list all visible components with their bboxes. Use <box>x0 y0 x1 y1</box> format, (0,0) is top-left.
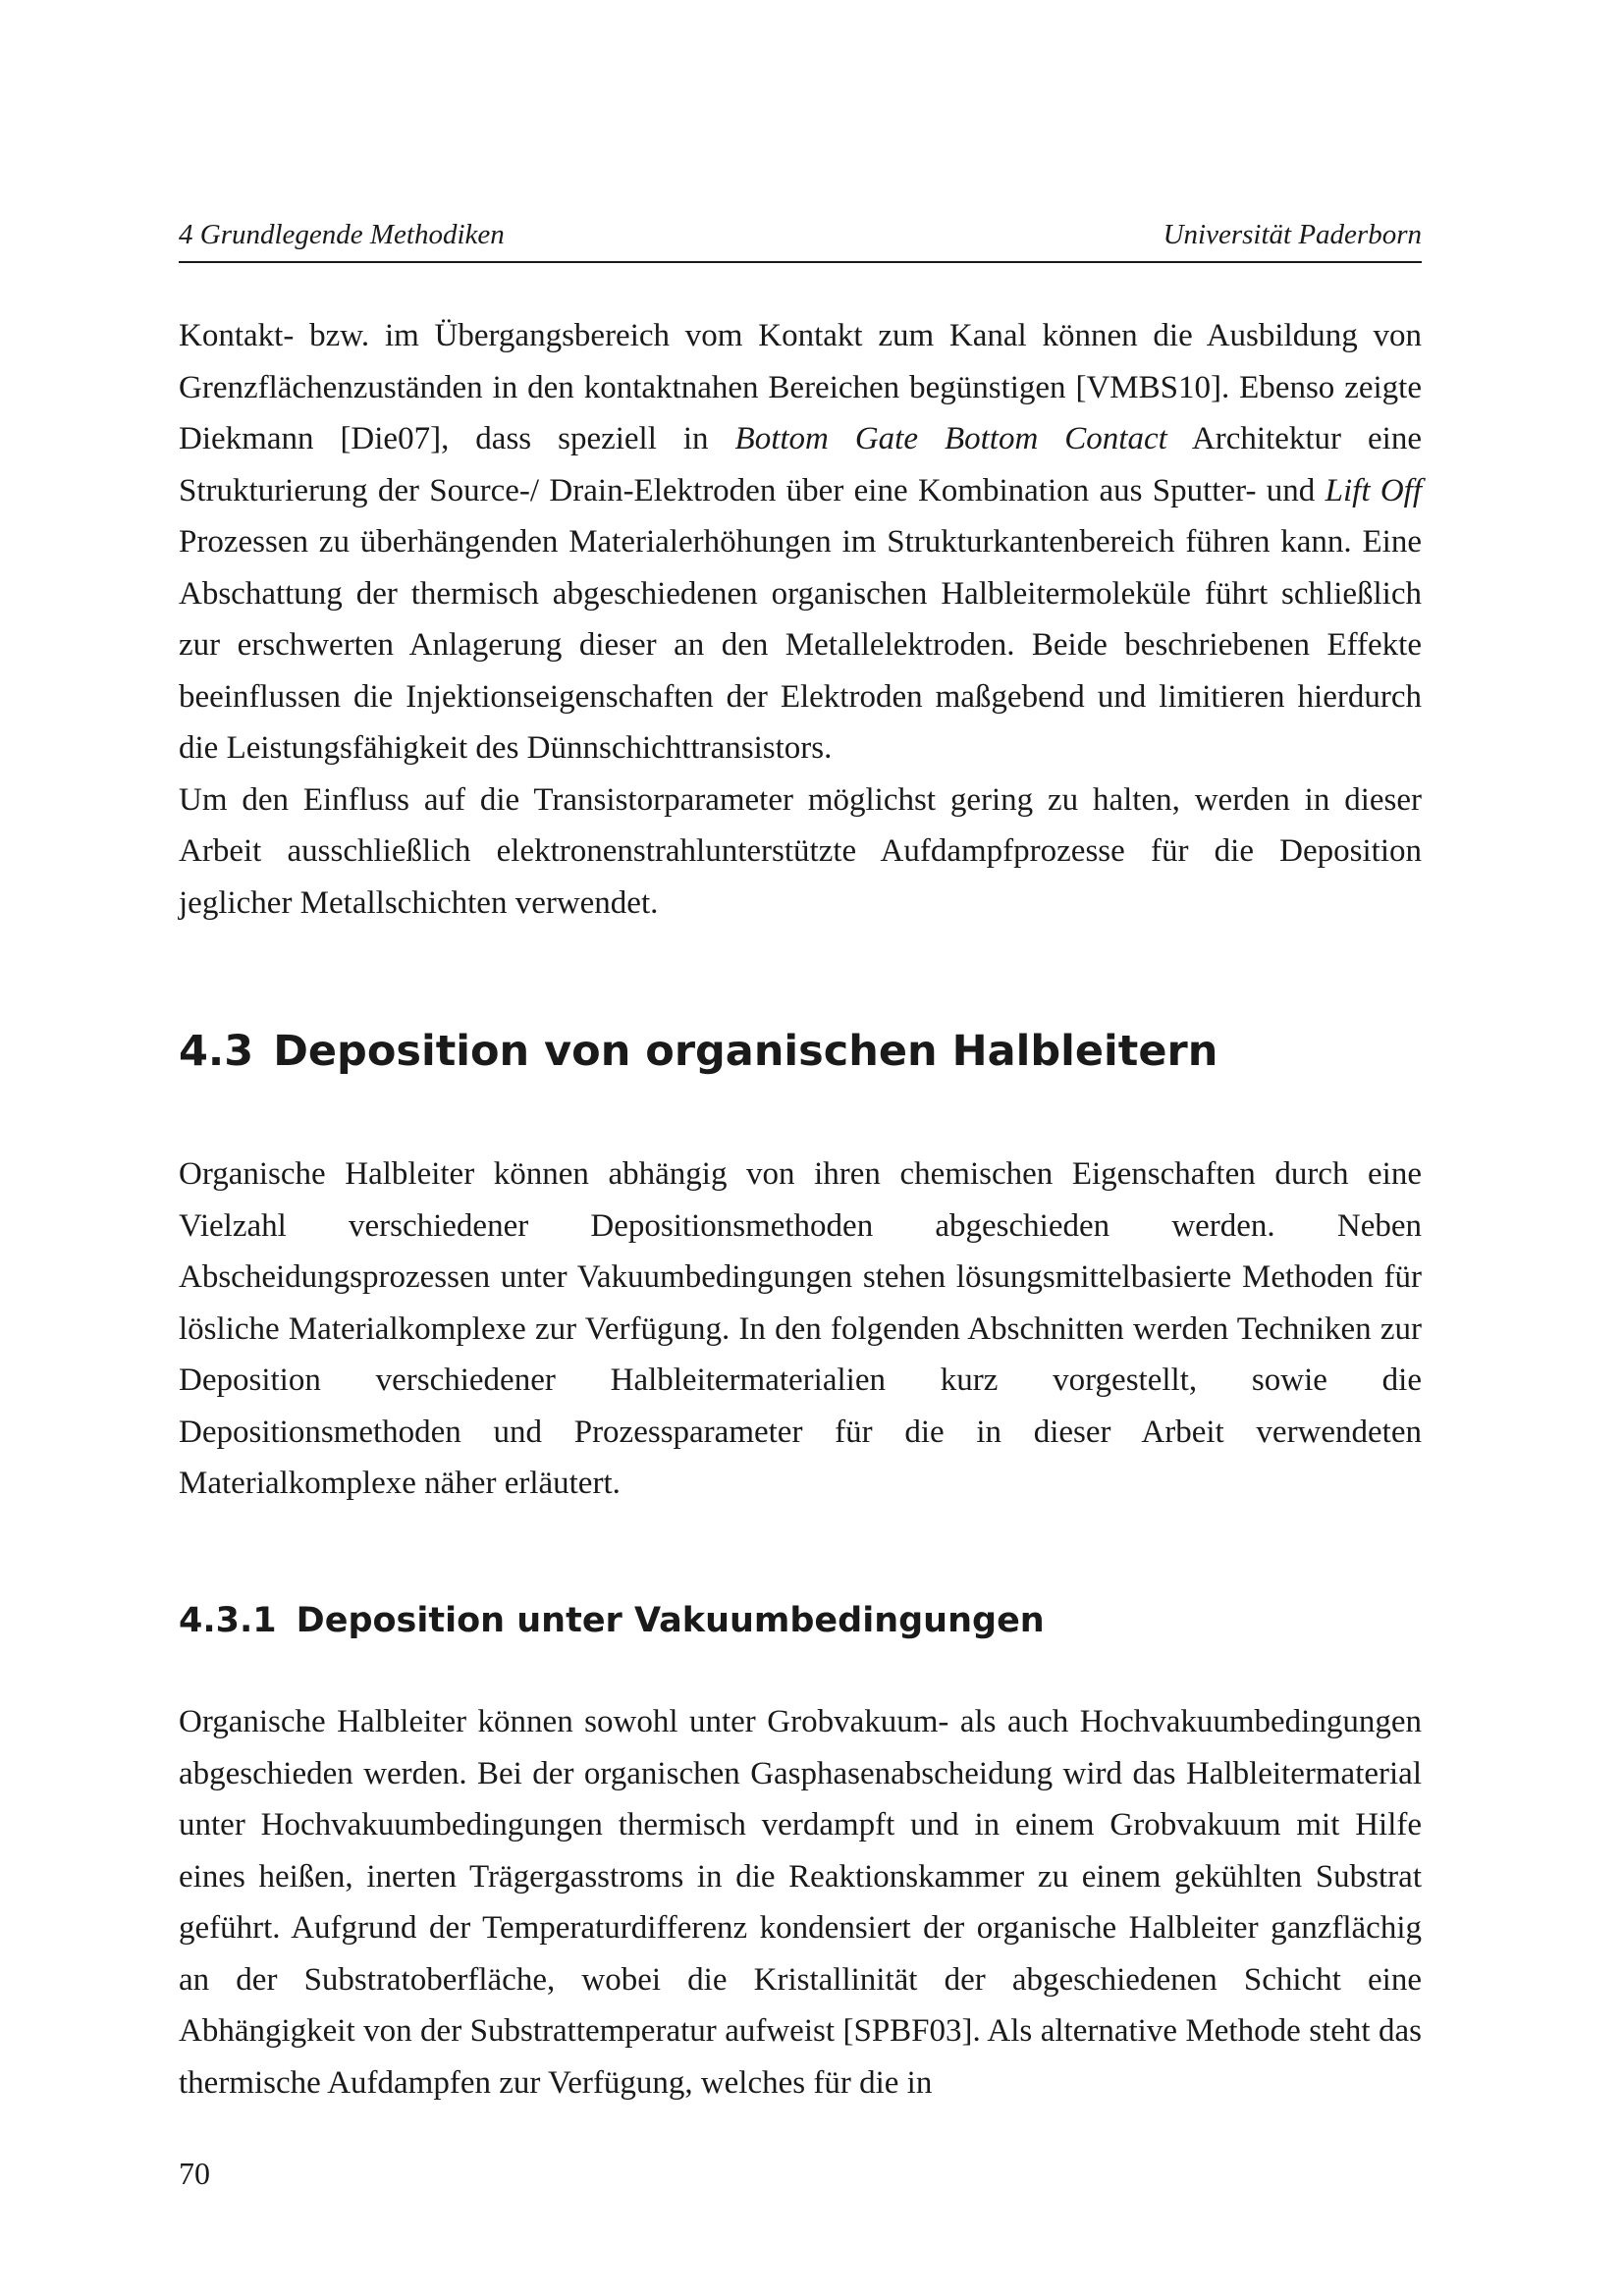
section-number: 4.3 <box>179 1027 254 1076</box>
running-header <box>179 206 1422 263</box>
paragraph-vacuum-deposition: Organische Halbleiter können sowohl unter Grobvakuum- als auch Hochvakuumbedingungen abgeschieden werden. Bei der organischen Gasphasenabscheidung wird das Halbleitermaterial unter Hochvakuumbedingungen thermisch verdampft und in einem Grobvakuum mit Hilfe eines heißen, inerten Trägergasstroms in die Reaktionskammer zu einem gekühlten Substrat geführt. Aufgrund der Temperaturdifferenz kondensiert der organische Halbleiter ganzflächig an der Substratoberfläche, wobei die Kristallinität der abgeschiedenen Schicht eine Abhängigkeit von der Substrattemperatur aufweist [SPBF03]. Als alternative Methode steht das thermische Aufdampfen zur Verfügung, welches für die in <box>179 1704 1422 2101</box>
page-number: 70 <box>179 2156 210 2191</box>
section-title: Deposition von organischen Halbleitern <box>273 1027 1218 1076</box>
subsection-number: 4.3.1 <box>179 1601 277 1640</box>
italic-term-bgbc: Bottom Gate Bottom Contact <box>734 421 1167 456</box>
header-university: Universität Paderborn <box>1163 219 1422 250</box>
intro-text-block <box>179 310 1422 929</box>
section-text-block <box>179 1148 1422 1510</box>
subsection-heading <box>179 1601 1045 1640</box>
subsection-text-block <box>179 1696 1422 2109</box>
subsection-title: Deposition unter Vakuumbedingungen <box>296 1601 1045 1640</box>
paragraph-deposition-overview: Organische Halbleiter können abhängig von ihren chemischen Eigenschaften durch eine Vielzahl verschiedener Depositionsmethoden abgeschieden werden. Neben Abscheidungsprozessen unter Vakuumbedingungen stehen lösungsmittelbasierte Methoden für lösliche Materialkomplexe zur Verfügung. In den folgenden Abschnitten werden Techniken zur Deposition verschiedener Halbleitermaterialien kurz vorgestellt, sowie die Depositionsmethoden und Prozessparameter für die in dieser Arbeit verwendeten Materialkomplexe näher erläutert. <box>179 1156 1422 1501</box>
paragraph-contact-effects: Kontakt- bzw. im Übergangsbereich vom Kontakt zum Kanal können die Ausbildung von Grenzflächenzuständen in den kontaktnahen Bereichen begünstigen [VMBS10]. Ebenso zeigte Diekmann [Die07], dass speziell in Bottom Gate Bottom Contact Architektur eine Strukturierung der Source-/ Drain-Elektroden über eine Kombination aus Sputter- und Lift Off Prozessen zu überhängenden Materialerhöhungen im Strukturkantenbereich führen kann. Eine Abschattung der thermisch abgeschiedenen organischen Halbleitermoleküle führt schließlich zur erschwerten Anlagerung dieser an den Metallelektroden. Beide beschriebenen Effekte beeinflussen die Injektionseigenschaften der Elektroden maßgebend und limitieren hierdurch die Leistungsfähigkeit des Dünnschichttransistors. <box>179 318 1422 766</box>
section-heading <box>179 1027 1217 1076</box>
italic-term-lift-off: Lift Off <box>1325 472 1422 508</box>
paragraph-metal-deposition: Um den Einfluss auf die Transistorparameter möglichst gering zu halten, werden in dieser Arbeit ausschließlich elektronenstrahlunterstützte Aufdampfprozesse für die Deposition jeglicher Metallschichten verwendet. <box>179 781 1422 921</box>
header-chapter: 4 Grundlegende Methodiken <box>179 219 505 250</box>
